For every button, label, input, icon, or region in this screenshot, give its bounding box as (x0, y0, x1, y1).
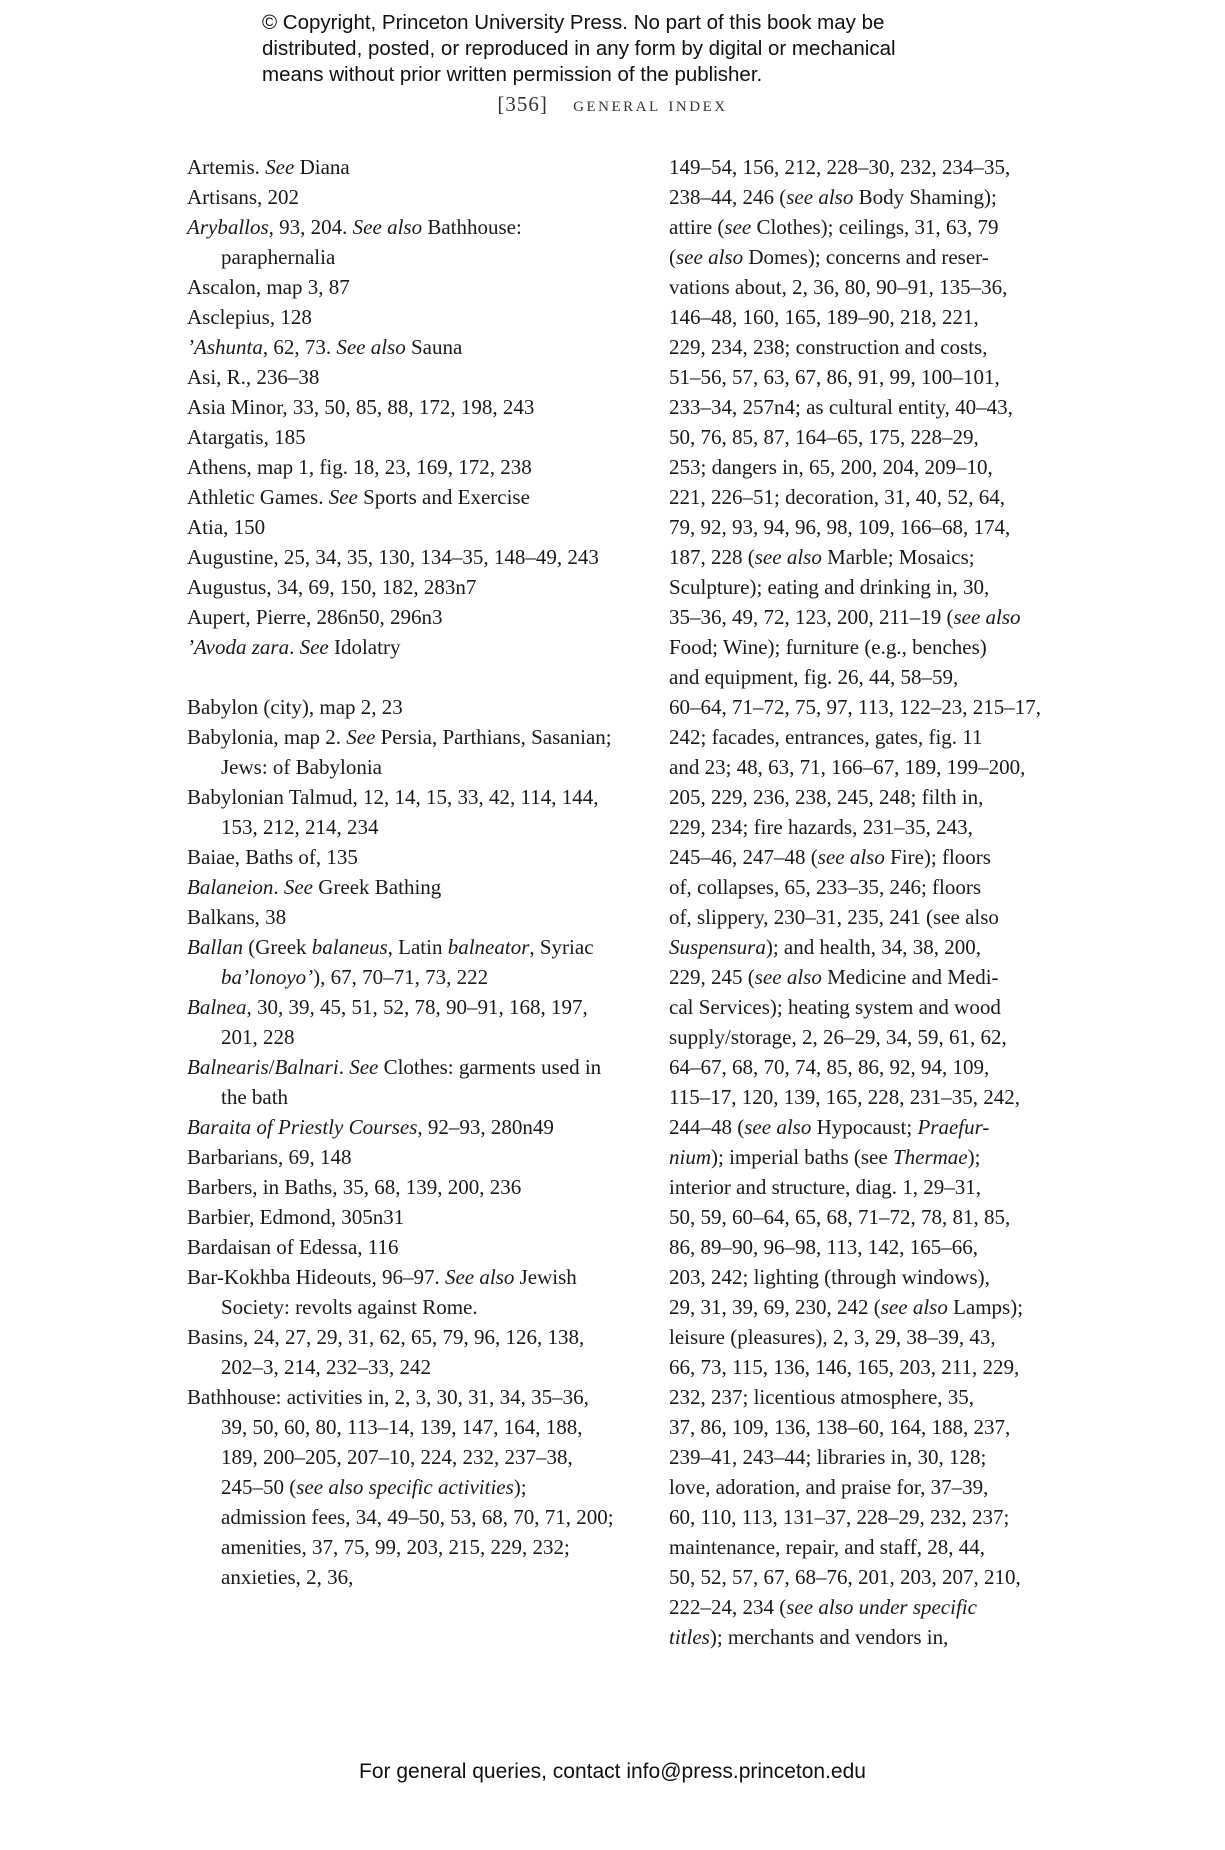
index-entry-line: 50, 76, 85, 87, 164–65, 175, 228–29, (669, 425, 979, 449)
index-entry: Balkans, 38 (187, 905, 287, 929)
index-entry: Babylon (city), map 2, 23 (187, 695, 403, 719)
index-entry-line: 229, 234, 238; construction and costs, (669, 335, 988, 359)
index-entry-line: 221, 226–51; decoration, 31, 40, 52, 64, (669, 485, 1005, 509)
index-entry: Augustus, 34, 69, 150, 182, 283n7 (187, 575, 477, 599)
index-entry-line: and equipment, fig. 26, 44, 58–59, (669, 665, 959, 689)
index-entry-line: 79, 92, 93, 94, 96, 98, 109, 166–68, 174, (669, 515, 1011, 539)
index-column-left (187, 152, 617, 1592)
index-entry: Aryballos, 93, 204. See also Bathhouse: paraphernalia (187, 215, 522, 269)
index-entry-line: 86, 89–90, 96–98, 113, 142, 165–66, (669, 1235, 978, 1259)
index-entry-line: Suspensura); and health, 34, 38, 200, (669, 935, 982, 959)
index-entry: Babylonian Talmud, 12, 14, 15, 33, 42, 114, 144, 153, 212, 214, 234 (187, 785, 599, 839)
index-entry-line: 238–44, 246 (see also Body Shaming); (669, 185, 997, 209)
index-entry-line: vations about, 2, 36, 80, 90–91, 135–36, (669, 275, 1008, 299)
index-entry: Bar-Kokhba Hideouts, 96–97. See also Jewish Society: revolts against Rome. (187, 1265, 577, 1319)
index-entry: Ballan (Greek balaneus, Latin balneator, Syriac ba’lonoyo’), 67, 70–71, 73, 222 (187, 935, 594, 989)
index-entry-line: 239–41, 243–44; libraries in, 30, 128; (669, 1445, 987, 1469)
index-entry-line: titles); merchants and vendors in, (669, 1625, 949, 1649)
index-entry-line: interior and structure, diag. 1, 29–31, (669, 1175, 982, 1199)
index-entry: ’Ashunta, 62, 73. See also Sauna (187, 335, 463, 359)
index-entry: Baraita of Priestly Courses, 92–93, 280n49 (187, 1115, 554, 1139)
index-entry: Barbarians, 69, 148 (187, 1145, 352, 1169)
running-head-title: general index (573, 92, 728, 116)
index-entry: Balnea, 30, 39, 45, 51, 52, 78, 90–91, 168, 197, 201, 228 (187, 995, 588, 1049)
index-entry: Aupert, Pierre, 286n50, 296n3 (187, 605, 443, 629)
running-head (0, 92, 1225, 117)
index-entry-line: leisure (pleasures), 2, 3, 29, 38–39, 43, (669, 1325, 996, 1349)
index-entry-line: 205, 229, 236, 238, 245, 248; filth in, (669, 785, 984, 809)
index-entry-line: supply/storage, 2, 26–29, 34, 59, 61, 62, (669, 1025, 1007, 1049)
index-entry-line: 233–34, 257n4; as cultural entity, 40–43, (669, 395, 1013, 419)
index-entry-line: of, slippery, 230–31, 235, 241 (see also (669, 905, 999, 929)
index-entry: Atia, 150 (187, 515, 266, 539)
index-entry-line: maintenance, repair, and staff, 28, 44, (669, 1535, 985, 1559)
index-entry-line: cal Services); heating system and wood (669, 995, 1001, 1019)
index-entry-line: 29, 31, 39, 69, 230, 242 (see also Lamps); (669, 1295, 1024, 1319)
letter-gap (187, 662, 617, 692)
index-entry: Baiae, Baths of, 135 (187, 845, 358, 869)
index-column-right (669, 152, 1064, 1652)
index-entry-line: 253; dangers in, 65, 200, 204, 209–10, (669, 455, 993, 479)
index-entry: Asclepius, 128 (187, 305, 312, 329)
index-entry-line: 66, 73, 115, 136, 146, 165, 203, 211, 229, (669, 1355, 1020, 1379)
index-entry-line: 149–54, 156, 212, 228–30, 232, 234–35, (669, 155, 1011, 179)
index-entry: Athletic Games. See Sports and Exercise (187, 485, 530, 509)
index-entry: Artemis. See Diana (187, 155, 350, 179)
copyright-line: means without prior written permission of the publisher. (262, 63, 763, 86)
index-entry-line: 242; facades, entrances, gates, fig. 11 (669, 725, 983, 749)
index-entry: Babylonia, map 2. See Persia, Parthians, Sasanian; Jews: of Babylonia (187, 725, 612, 779)
index-entry: ’Avoda zara. See Idolatry (187, 635, 401, 659)
index-entry-line: 37, 86, 109, 136, 138–60, 164, 188, 237, (669, 1415, 1011, 1439)
index-entry-line: 187, 228 (see also Marble; Mosaics; (669, 545, 975, 569)
index-entry-line: attire (see Clothes); ceilings, 31, 63, 79 (669, 215, 999, 239)
index-entry-line: Food; Wine); furniture (e.g., benches) (669, 635, 987, 659)
index-entry: Augustine, 25, 34, 35, 130, 134–35, 148–49, 243 (187, 545, 599, 569)
copyright-notice (262, 10, 1022, 88)
index-entry-line: (see also Domes); concerns and reser- (669, 245, 989, 269)
index-entry: Ascalon, map 3, 87 (187, 275, 350, 299)
index-entry-line: of, collapses, 65, 233–35, 246; floors (669, 875, 982, 899)
index-entry-line: 245–46, 247–48 (see also Fire); floors (669, 845, 991, 869)
index-entry-line: and 23; 48, 63, 71, 166–67, 189, 199–200, (669, 755, 1026, 779)
index-entry: Barbers, in Baths, 35, 68, 139, 200, 236 (187, 1175, 522, 1199)
index-entry: Balaneion. See Greek Bathing (187, 875, 442, 899)
index-entry-line: nium); imperial baths (see Thermae); (669, 1145, 981, 1169)
index-entry-line: 146–48, 160, 165, 189–90, 218, 221, (669, 305, 979, 329)
index-entry: Bathhouse: activities in, 2, 3, 30, 31, 34, 35–36, 39, 50, 60, 80, 113–14, 139, 147, 164, 188, 189, 200–205, 207–10, 224, 232, 237–38, 245–50 (see also specific activities); admission fees, 34, 49–50, 53, 68, 70, 71, 200; amenities, 37, 75, 99, 203, 215, 229, 232; anxieties, 2, 36, (187, 1385, 614, 1589)
index-entry-line: 229, 245 (see also Medicine and Medi- (669, 965, 999, 989)
index-entry-line: 60, 110, 113, 131–37, 228–29, 232, 237; (669, 1505, 1010, 1529)
index-entry-line: Sculpture); eating and drinking in, 30, (669, 575, 990, 599)
index-entry-line: 115–17, 120, 139, 165, 228, 231–35, 242, (669, 1085, 1020, 1109)
index-entry-line: 50, 59, 60–64, 65, 68, 71–72, 78, 81, 85, (669, 1205, 1011, 1229)
index-entry: Athens, map 1, fig. 18, 23, 169, 172, 238 (187, 455, 532, 479)
index-entry-line: 244–48 (see also Hypocaust; Praefur- (669, 1115, 990, 1139)
index-entry-line: love, adoration, and praise for, 37–39, (669, 1475, 989, 1499)
index-entry-line: 232, 237; licentious atmosphere, 35, (669, 1385, 975, 1409)
index-entry: Balnearis/Balnari. See Clothes: garments used in the bath (187, 1055, 602, 1109)
index-entry: Artisans, 202 (187, 185, 299, 209)
index-entry-line: 229, 234; fire hazards, 231–35, 243, (669, 815, 973, 839)
copyright-line: © Copyright, Princeton University Press. No part of this book may be (262, 11, 885, 34)
footer-contact: For general queries, contact info@press.princeton.edu (359, 1760, 866, 1783)
copyright-line: distributed, posted, or reproduced in any form by digital or mechanical (262, 37, 896, 60)
index-entry-line: 222–24, 234 (see also under specific (669, 1595, 977, 1619)
index-entry: Asia Minor, 33, 50, 85, 88, 172, 198, 243 (187, 395, 535, 419)
index-entry-line: 50, 52, 57, 67, 68–76, 201, 203, 207, 210, (669, 1565, 1021, 1589)
index-entry: Basins, 24, 27, 29, 31, 62, 65, 79, 96, 126, 138, 202–3, 214, 232–33, 242 (187, 1325, 585, 1379)
index-entry-line: 64–67, 68, 70, 74, 85, 86, 92, 94, 109, (669, 1055, 990, 1079)
page-number: [356] (497, 92, 548, 116)
index-entry-line: 51–56, 57, 63, 67, 86, 91, 99, 100–101, (669, 365, 1000, 389)
index-entry-line: 35–36, 49, 72, 123, 200, 211–19 (see also (669, 605, 1021, 629)
index-entry: Barbier, Edmond, 305n31 (187, 1205, 405, 1229)
index-entry: Bardaisan of Edessa, 116 (187, 1235, 399, 1259)
index-entry: Atargatis, 185 (187, 425, 306, 449)
index-entry-line: 203, 242; lighting (through windows), (669, 1265, 990, 1289)
index-entry: Asi, R., 236–38 (187, 365, 320, 389)
index-entry-line: 60–64, 71–72, 75, 97, 113, 122–23, 215–17, (669, 695, 1041, 719)
